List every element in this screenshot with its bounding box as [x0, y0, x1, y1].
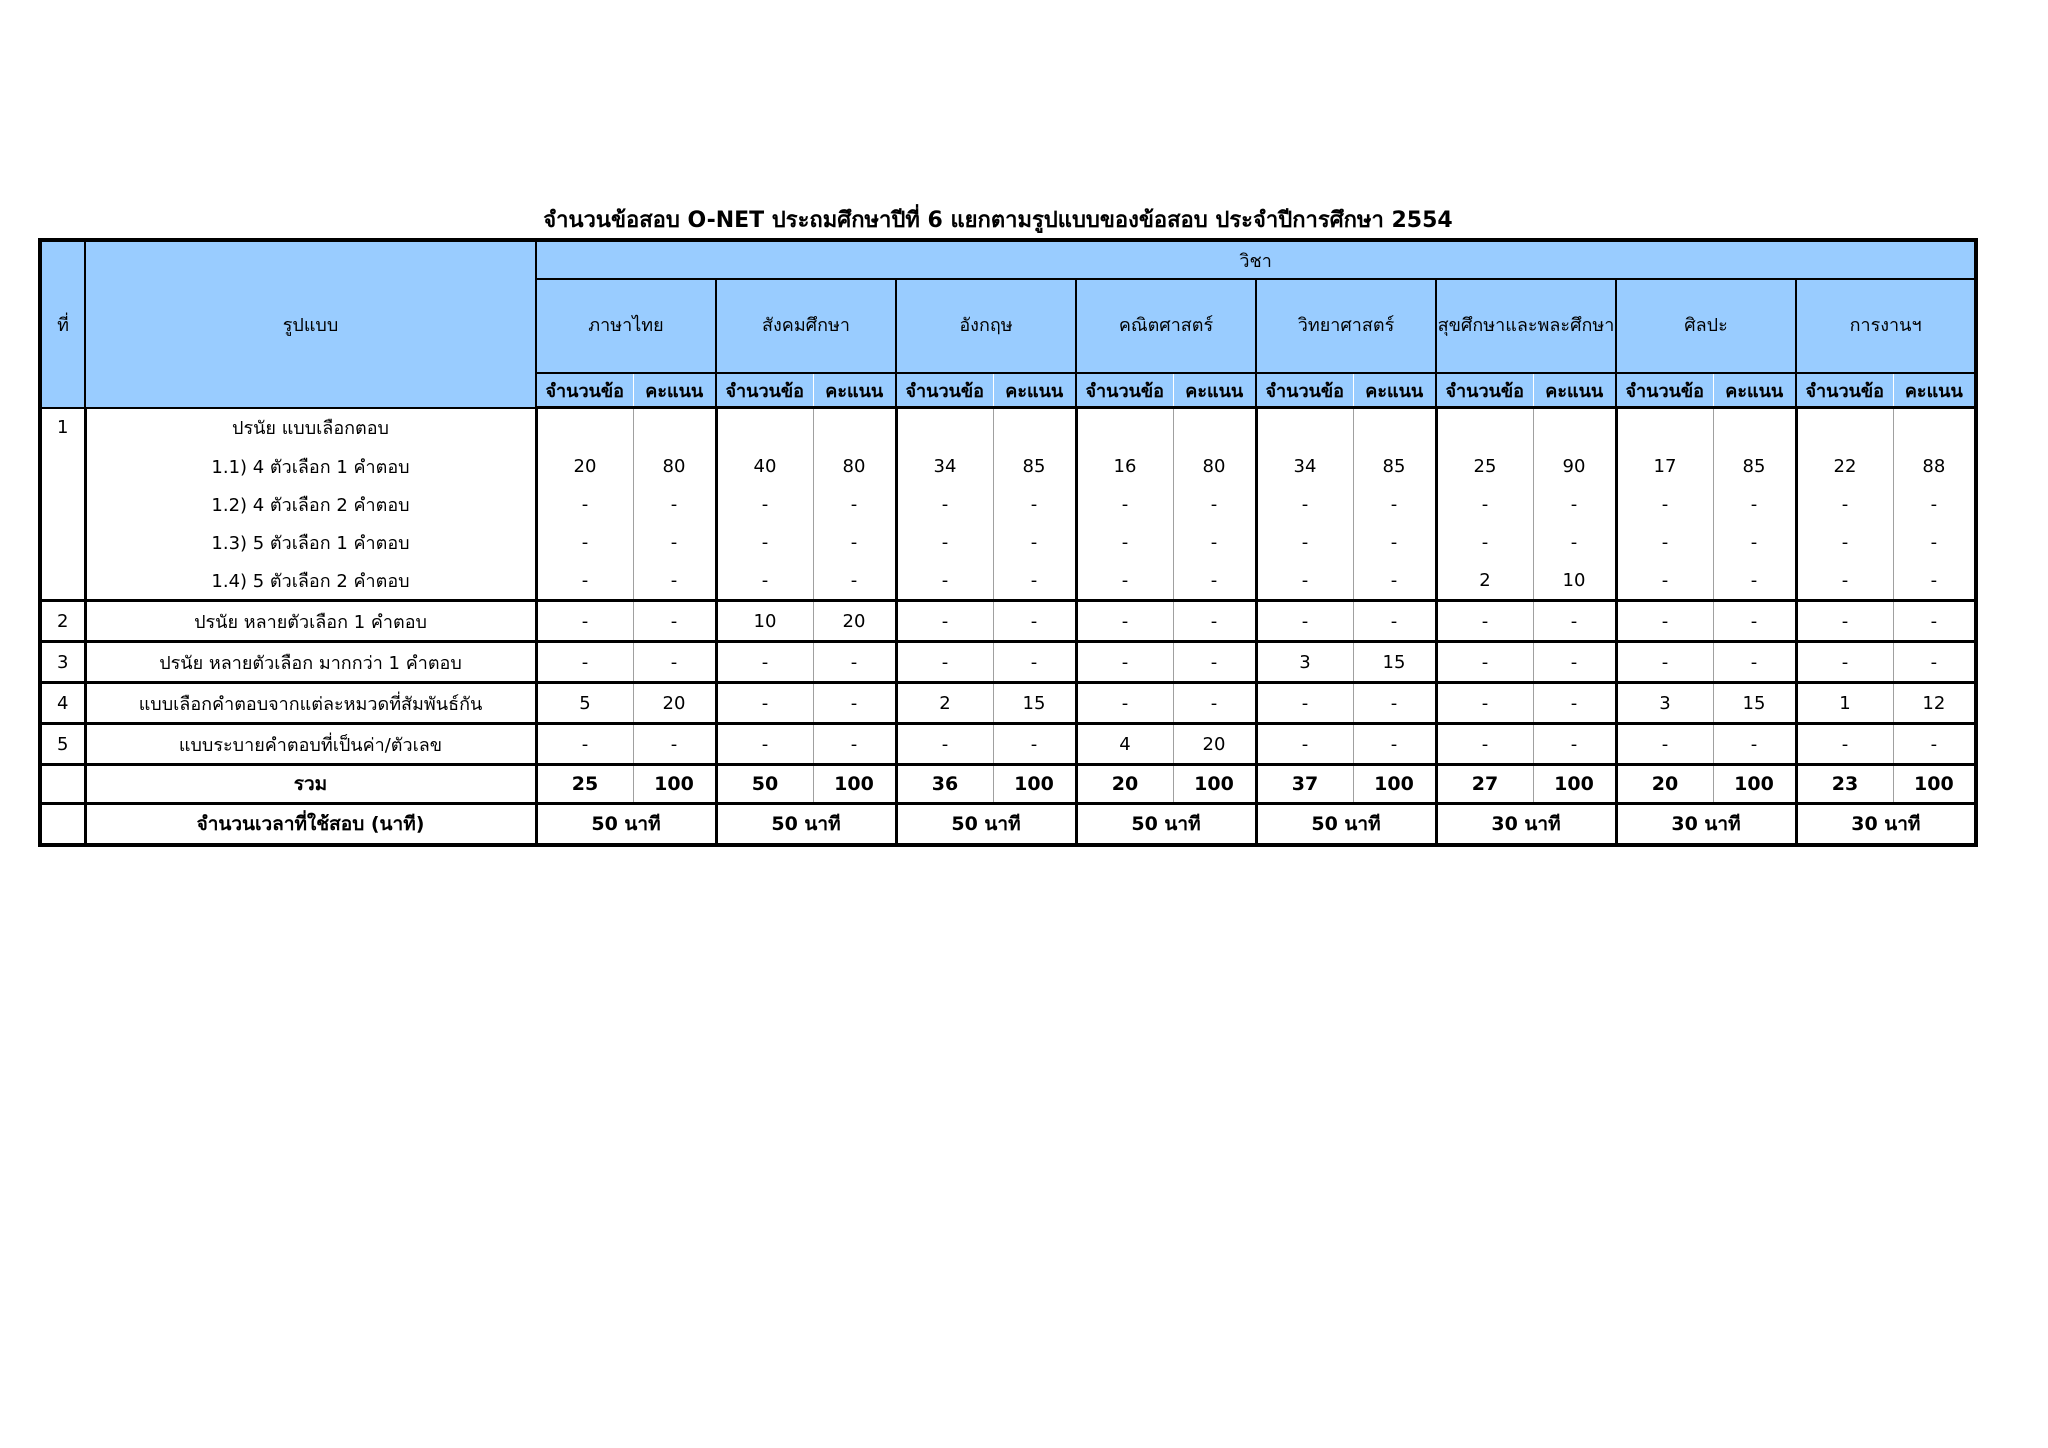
row-number — [40, 561, 85, 601]
score-cell: 90 — [1533, 447, 1616, 485]
total-count-cell: 27 — [1436, 765, 1533, 804]
score-cell: - — [993, 485, 1076, 523]
count-cell: - — [1616, 485, 1713, 523]
count-cell — [1436, 408, 1533, 448]
count-cell: - — [1436, 683, 1533, 724]
count-cell: - — [1256, 561, 1353, 601]
score-cell: - — [1173, 561, 1256, 601]
count-cell: - — [896, 724, 993, 765]
count-cell: - — [1796, 601, 1893, 642]
score-cell: - — [1893, 523, 1976, 561]
header-score: คะแนน — [1893, 373, 1976, 408]
header-subject: สังคมศึกษา — [716, 279, 896, 373]
score-cell: - — [993, 724, 1076, 765]
count-cell: 2 — [1436, 561, 1533, 601]
table-header — [40, 240, 1976, 408]
time-cell: 30 นาที — [1796, 804, 1976, 846]
score-cell: - — [633, 642, 716, 683]
count-cell: - — [536, 642, 633, 683]
row-label: 1.4) 5 ตัวเลือก 2 คำตอบ — [85, 561, 536, 601]
score-cell: - — [993, 601, 1076, 642]
score-cell: - — [1533, 523, 1616, 561]
count-cell: - — [1076, 523, 1173, 561]
score-cell: - — [993, 561, 1076, 601]
header-score: คะแนน — [1353, 373, 1436, 408]
score-cell: - — [1533, 601, 1616, 642]
count-cell: - — [1796, 485, 1893, 523]
score-cell: 12 — [1893, 683, 1976, 724]
row-label: 1.2) 4 ตัวเลือก 2 คำตอบ — [211, 494, 410, 516]
count-cell: 1 — [1796, 683, 1893, 724]
count-cell — [896, 408, 993, 448]
score-cell: - — [1893, 642, 1976, 683]
score-cell — [1353, 408, 1436, 448]
header-score: คะแนน — [993, 373, 1076, 408]
header-subject: สุขศึกษาและพละศึกษา — [1436, 279, 1616, 373]
time-cell: 50 นาที — [1076, 804, 1256, 846]
count-cell: - — [536, 523, 633, 561]
count-cell: - — [1796, 523, 1893, 561]
count-cell: - — [896, 523, 993, 561]
count-cell: - — [896, 642, 993, 683]
header-count: จำนวนข้อ — [1076, 373, 1173, 408]
score-cell: - — [1533, 642, 1616, 683]
score-cell: - — [1893, 485, 1976, 523]
count-cell: - — [1616, 523, 1713, 561]
total-count-cell: 20 — [1616, 765, 1713, 804]
score-cell: - — [1173, 601, 1256, 642]
score-cell — [1173, 408, 1256, 448]
score-cell — [993, 408, 1076, 448]
total-count-cell: 36 — [896, 765, 993, 804]
score-cell: - — [993, 523, 1076, 561]
row-label: 1.3) 5 ตัวเลือก 1 คำตอบ — [211, 532, 410, 554]
score-cell: 80 — [1173, 447, 1256, 485]
count-cell — [716, 408, 813, 448]
count-cell: - — [536, 561, 633, 601]
count-cell: - — [1616, 601, 1713, 642]
score-cell — [1713, 408, 1796, 448]
header-count: จำนวนข้อ — [1436, 373, 1533, 408]
count-cell — [1256, 408, 1353, 448]
count-cell: - — [1076, 642, 1173, 683]
table-row — [40, 601, 1976, 642]
count-cell — [1616, 408, 1713, 448]
score-cell: - — [813, 683, 896, 724]
time-cell: 50 นาที — [896, 804, 1076, 846]
score-cell: - — [633, 724, 716, 765]
row-number — [40, 523, 85, 561]
score-cell — [813, 408, 896, 448]
count-cell: - — [1076, 485, 1173, 523]
exam-format-table — [38, 238, 1978, 847]
count-cell — [1076, 408, 1173, 448]
score-cell: - — [1533, 485, 1616, 523]
row-number: 4 — [40, 683, 85, 724]
total-count-cell: 50 — [716, 765, 813, 804]
header-no: ที่ — [40, 240, 85, 408]
header-subject: ศิลปะ — [1616, 279, 1796, 373]
total-count-cell: 20 — [1076, 765, 1173, 804]
score-cell: - — [1893, 561, 1976, 601]
header-format: รูปแบบ — [85, 240, 536, 408]
score-cell: - — [1173, 485, 1256, 523]
score-cell: 15 — [1353, 642, 1436, 683]
score-cell: - — [633, 485, 716, 523]
row-label: ปรนัย หลายตัวเลือก 1 คำตอบ — [85, 601, 536, 642]
table-row — [40, 408, 1976, 448]
score-cell: - — [1533, 724, 1616, 765]
score-cell: - — [1353, 683, 1436, 724]
total-label: รวม — [85, 765, 536, 804]
total-score-cell: 100 — [1353, 765, 1436, 804]
score-cell: - — [1353, 724, 1436, 765]
count-cell: - — [896, 485, 993, 523]
total-blank — [40, 765, 85, 804]
count-cell: - — [896, 601, 993, 642]
total-score-cell: 100 — [1893, 765, 1976, 804]
header-count: จำนวนข้อ — [716, 373, 813, 408]
row-label: แบบระบายคำตอบที่เป็นค่า/ตัวเลข — [85, 724, 536, 765]
count-cell: 20 — [536, 447, 633, 485]
score-cell: - — [813, 642, 896, 683]
count-cell: 2 — [896, 683, 993, 724]
score-cell — [633, 408, 716, 448]
row-label: ปรนัย แบบเลือกตอบ — [232, 418, 389, 440]
header-score: คะแนน — [1173, 373, 1256, 408]
count-cell: - — [1616, 724, 1713, 765]
count-cell: 40 — [716, 447, 813, 485]
total-score-cell: 100 — [813, 765, 896, 804]
score-cell: 88 — [1893, 447, 1976, 485]
count-cell: - — [1256, 485, 1353, 523]
count-cell: 16 — [1076, 447, 1173, 485]
total-score-cell: 100 — [1533, 765, 1616, 804]
score-cell: - — [1713, 485, 1796, 523]
score-cell: - — [1893, 601, 1976, 642]
header-subject: คณิตศาสตร์ — [1076, 279, 1256, 373]
score-cell: 85 — [1353, 447, 1436, 485]
header-subject: ภาษาไทย — [536, 279, 716, 373]
header-score: คะแนน — [813, 373, 896, 408]
row-number: 3 — [40, 642, 85, 683]
score-cell: - — [813, 485, 896, 523]
score-cell: - — [1353, 601, 1436, 642]
count-cell: 22 — [1796, 447, 1893, 485]
score-cell: 20 — [633, 683, 716, 724]
row-number — [40, 485, 85, 523]
time-cell: 30 นาที — [1436, 804, 1616, 846]
score-cell — [1533, 408, 1616, 448]
count-cell: 5 — [536, 683, 633, 724]
header-subject-group: วิชา — [536, 240, 1976, 279]
table-row — [40, 523, 1976, 561]
time-cell: 50 นาที — [716, 804, 896, 846]
score-cell: - — [633, 601, 716, 642]
count-cell: - — [1076, 683, 1173, 724]
count-cell — [1796, 408, 1893, 448]
count-cell: - — [716, 642, 813, 683]
header-score: คะแนน — [633, 373, 716, 408]
score-cell: - — [993, 642, 1076, 683]
table-row — [40, 447, 1976, 485]
score-cell: - — [1533, 683, 1616, 724]
row-label: ปรนัย หลายตัวเลือก มากกว่า 1 คำตอบ — [85, 642, 536, 683]
score-cell: - — [1173, 642, 1256, 683]
total-count-cell: 37 — [1256, 765, 1353, 804]
count-cell: - — [1796, 724, 1893, 765]
count-cell: - — [1436, 601, 1533, 642]
header-count: จำนวนข้อ — [1256, 373, 1353, 408]
total-count-cell: 25 — [536, 765, 633, 804]
count-cell: - — [896, 561, 993, 601]
count-cell: - — [1796, 642, 1893, 683]
count-cell: 25 — [1436, 447, 1533, 485]
time-row — [40, 804, 1976, 846]
row-number — [40, 447, 85, 485]
time-cell: 50 นาที — [1256, 804, 1436, 846]
count-cell — [536, 408, 633, 448]
score-cell — [1893, 408, 1976, 448]
table-row — [40, 683, 1976, 724]
count-cell: 3 — [1616, 683, 1713, 724]
count-cell: - — [1256, 683, 1353, 724]
score-cell: 15 — [993, 683, 1076, 724]
header-count: จำนวนข้อ — [896, 373, 993, 408]
header-count: จำนวนข้อ — [1796, 373, 1893, 408]
score-cell: - — [1353, 523, 1436, 561]
score-cell: - — [1173, 683, 1256, 724]
count-cell: - — [1076, 561, 1173, 601]
count-cell: 34 — [1256, 447, 1353, 485]
count-cell: - — [1616, 642, 1713, 683]
count-cell: - — [1436, 485, 1533, 523]
count-cell: - — [1256, 523, 1353, 561]
count-cell: - — [1076, 601, 1173, 642]
score-cell: - — [813, 561, 896, 601]
count-cell: - — [716, 683, 813, 724]
count-cell: - — [716, 523, 813, 561]
table-row — [40, 642, 1976, 683]
total-row — [40, 765, 1976, 804]
row-number: 5 — [40, 724, 85, 765]
score-cell: 80 — [633, 447, 716, 485]
score-cell: 20 — [813, 601, 896, 642]
header-subject: การงานฯ — [1796, 279, 1976, 373]
header-count: จำนวนข้อ — [536, 373, 633, 408]
header-count: จำนวนข้อ — [1616, 373, 1713, 408]
total-count-cell: 23 — [1796, 765, 1893, 804]
time-cell: 50 นาที — [536, 804, 716, 846]
header-score: คะแนน — [1713, 373, 1796, 408]
score-cell: - — [1893, 724, 1976, 765]
count-cell: - — [536, 724, 633, 765]
row-number: 2 — [40, 601, 85, 642]
total-score-cell: 100 — [1173, 765, 1256, 804]
score-cell: 85 — [1713, 447, 1796, 485]
score-cell: - — [1353, 485, 1436, 523]
total-score-cell: 100 — [1713, 765, 1796, 804]
score-cell: - — [1173, 523, 1256, 561]
total-score-cell: 100 — [633, 765, 716, 804]
total-score-cell: 100 — [993, 765, 1076, 804]
table-row — [40, 724, 1976, 765]
count-cell: - — [1436, 523, 1533, 561]
score-cell: - — [813, 523, 896, 561]
count-cell: - — [1256, 724, 1353, 765]
count-cell: - — [716, 724, 813, 765]
count-cell: 3 — [1256, 642, 1353, 683]
header-score: คะแนน — [1533, 373, 1616, 408]
table-row — [40, 485, 1976, 523]
count-cell: 34 — [896, 447, 993, 485]
score-cell: - — [633, 523, 716, 561]
time-label: จำนวนเวลาที่ใช้สอบ (นาที) — [85, 804, 536, 846]
score-cell: - — [1713, 642, 1796, 683]
score-cell: - — [1353, 561, 1436, 601]
score-cell: - — [633, 561, 716, 601]
score-cell: - — [1713, 561, 1796, 601]
count-cell: 17 — [1616, 447, 1713, 485]
header-subject: วิทยาศาสตร์ — [1256, 279, 1436, 373]
count-cell: 10 — [716, 601, 813, 642]
row-label: 1.1) 4 ตัวเลือก 1 คำตอบ — [211, 456, 410, 478]
count-cell: - — [1436, 724, 1533, 765]
count-cell: - — [1616, 561, 1713, 601]
score-cell: 80 — [813, 447, 896, 485]
score-cell: 15 — [1713, 683, 1796, 724]
score-cell: 20 — [1173, 724, 1256, 765]
score-cell: - — [1713, 523, 1796, 561]
count-cell: - — [536, 485, 633, 523]
table-row — [40, 561, 1976, 601]
table-body — [40, 408, 1976, 846]
score-cell: 10 — [1533, 561, 1616, 601]
count-cell: - — [716, 485, 813, 523]
time-blank — [40, 804, 85, 846]
score-cell: - — [1713, 724, 1796, 765]
score-cell: - — [813, 724, 896, 765]
header-subject: อังกฤษ — [896, 279, 1076, 373]
count-cell: 4 — [1076, 724, 1173, 765]
score-cell: - — [1713, 601, 1796, 642]
count-cell: - — [1436, 642, 1533, 683]
count-cell: - — [716, 561, 813, 601]
count-cell: - — [536, 601, 633, 642]
row-number: 1 — [40, 408, 85, 448]
count-cell: - — [1796, 561, 1893, 601]
count-cell: - — [1256, 601, 1353, 642]
document-title: จำนวนข้อสอบ O-NET ประถมศึกษาปีที่ 6 แยกตามรูปแบบของข้อสอบ ประจำปีการศึกษา 2554 — [543, 208, 1453, 233]
row-label: แบบเลือกคำตอบจากแต่ละหมวดที่สัมพันธ์กัน — [85, 683, 536, 724]
time-cell: 30 นาที — [1616, 804, 1796, 846]
score-cell: 85 — [993, 447, 1076, 485]
